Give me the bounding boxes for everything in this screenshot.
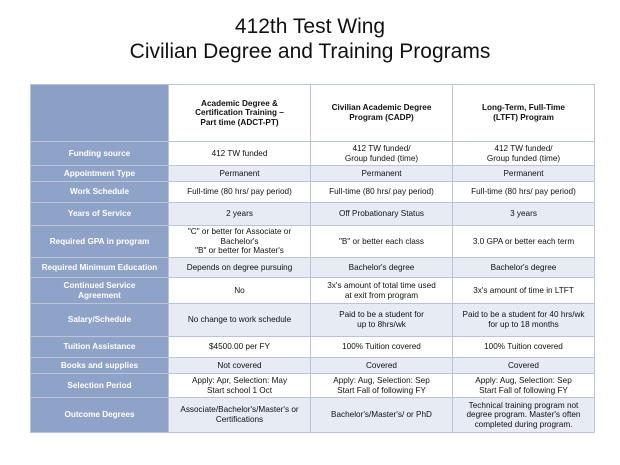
table-cell <box>453 166 595 182</box>
cell-line: Covered <box>508 360 539 370</box>
table-cell <box>453 278 595 304</box>
cell-line: "B" or better each class <box>339 236 424 246</box>
column-header-adct-pt <box>169 85 311 142</box>
row-header-line: Funding source <box>68 148 131 158</box>
cell-line: Permanent <box>361 168 402 178</box>
cell-line: Permanent <box>503 168 544 178</box>
cell-line: Group funded (time) <box>486 153 561 163</box>
row-header <box>31 398 169 433</box>
row-header <box>31 358 169 374</box>
cell-line: Start Fall of following FY <box>479 385 568 395</box>
row-header <box>31 337 169 358</box>
cell-line: Covered <box>366 360 397 370</box>
cell-line: Bachelor's <box>220 236 259 246</box>
cell-line: Paid to be a student for 40 hrs/wk <box>462 310 585 320</box>
title-line-1: 412th Test Wing <box>234 15 386 38</box>
row-header-line: Agreement <box>78 290 121 300</box>
table-cell <box>311 304 453 337</box>
programs-table <box>30 84 595 433</box>
table-cell <box>453 182 595 203</box>
cell-line: 2 years <box>226 209 253 219</box>
cell-line: Apply: Aug, Selection: Sep <box>475 375 572 385</box>
cell-line: 3.0 GPA or better each term <box>472 236 575 246</box>
table-cell <box>453 226 595 258</box>
row-header <box>31 142 169 166</box>
row-header <box>31 166 169 182</box>
table-cell <box>311 258 453 278</box>
cell-line: Certifications <box>215 415 264 424</box>
cell-line: "C" or better for Associate or <box>187 227 292 237</box>
table-body <box>31 142 595 433</box>
table-row <box>31 182 595 203</box>
page-title <box>0 0 620 64</box>
table-cell <box>311 398 453 433</box>
column-header-cadp <box>311 85 453 142</box>
table-cell <box>169 258 311 278</box>
row-header-line: Required GPA in program <box>49 236 150 246</box>
row-header <box>31 304 169 337</box>
table-cell <box>169 142 311 166</box>
row-header-line: Appointment Type <box>63 168 136 178</box>
row-header-line: Tuition Assistance <box>63 342 136 352</box>
cell-line: Off Probationary Status <box>339 209 424 219</box>
cell-line: 3 years <box>510 209 537 219</box>
cell-line: at exit from program <box>344 290 419 300</box>
table-row <box>31 374 595 398</box>
row-header-line: Years of Service <box>67 209 132 219</box>
table-cell <box>311 358 453 374</box>
cell-line: 100% Tuition covered <box>342 342 421 352</box>
table-cell <box>169 304 311 337</box>
cell-line: for up to 18 months <box>488 320 559 329</box>
row-header-line: Continued Service <box>63 280 136 290</box>
row-header-line: Outcome Degrees <box>64 410 135 420</box>
table-row <box>31 142 595 166</box>
cell-line: "B" or better for Master's <box>195 246 284 256</box>
title-line-2: Civilian Degree and Training Programs <box>129 40 491 63</box>
cell-line: Depends on degree pursuing <box>186 262 293 272</box>
table-cell <box>311 166 453 182</box>
table-cell <box>311 374 453 398</box>
table-row <box>31 358 595 374</box>
cell-line: Full-time (80 hrs/ pay period) <box>187 187 292 197</box>
cell-line: Full-time (80 hrs/ pay period) <box>329 187 434 197</box>
cell-line: Not covered <box>217 360 262 370</box>
cell-line: Full-time (80 hrs/ pay period) <box>471 187 576 197</box>
corner-cell <box>31 85 169 142</box>
table-cell <box>169 203 311 226</box>
cell-line: Bachelor's degree <box>348 262 415 272</box>
column-header-line: Academic Degree & <box>201 98 278 108</box>
row-header <box>31 278 169 304</box>
row-header-line: Books and supplies <box>60 360 139 370</box>
row-header-line: Salary/Schedule <box>67 315 132 325</box>
table-row <box>31 166 595 182</box>
table-row <box>31 258 595 278</box>
cell-line: Apply: Apr, Selection: May <box>191 375 288 385</box>
table-cell <box>453 258 595 278</box>
row-header <box>31 374 169 398</box>
column-header-line: Part time (ADCT-PT) <box>200 117 279 127</box>
cell-line: No change to work schedule <box>187 315 292 325</box>
row-header <box>31 182 169 203</box>
column-header-ltft <box>453 85 595 142</box>
row-header <box>31 203 169 226</box>
column-header-line: Certification Training – <box>195 108 284 118</box>
row-header-line: Required Minimum Education <box>41 262 158 272</box>
table-cell <box>311 142 453 166</box>
cell-line: Apply: Aug, Selection: Sep <box>333 375 430 385</box>
table-cell <box>453 203 595 226</box>
table-cell <box>453 358 595 374</box>
cell-line: $4500.00 per FY <box>209 342 270 352</box>
cell-line: Bachelor's degree <box>490 262 557 272</box>
column-header-line: Civilian Academic Degree <box>331 103 432 113</box>
cell-line: degree program. Master's often <box>466 410 581 420</box>
table-row <box>31 226 595 258</box>
table-cell <box>169 278 311 304</box>
table-cell <box>169 398 311 433</box>
cell-line: Technical training program not <box>468 400 579 410</box>
cell-line: completed during program. <box>474 419 573 429</box>
table-cell <box>169 374 311 398</box>
cell-line: Permanent <box>219 168 260 178</box>
table-row <box>31 278 595 304</box>
cell-line: 412 TW funded <box>211 148 268 158</box>
table-row <box>31 398 595 433</box>
cell-line: No <box>234 285 245 295</box>
cell-line: 412 TW funded/ <box>352 143 411 153</box>
table-row <box>31 203 595 226</box>
cell-line: Associate/Bachelor's/Master's or <box>180 405 299 415</box>
table-cell <box>311 226 453 258</box>
table-cell <box>453 398 595 433</box>
table-cell <box>453 374 595 398</box>
table-cell <box>311 182 453 203</box>
row-header-line: Selection Period <box>67 380 132 390</box>
cell-line: Paid to be a student for <box>339 310 424 320</box>
cell-line: 3x's amount of time in LTFT <box>473 285 574 295</box>
cell-line: 100% Tuition covered <box>484 342 563 352</box>
table-cell <box>169 226 311 258</box>
cell-line: 412 TW funded/ <box>494 143 553 153</box>
table-cell <box>453 142 595 166</box>
cell-line: 3x's amount of total time used <box>327 280 436 290</box>
table-cell <box>169 358 311 374</box>
cell-line: up to 8hrs/wk <box>357 320 406 329</box>
cell-line: Group funded (time) <box>344 153 419 163</box>
table-cell <box>169 337 311 358</box>
table-cell <box>311 278 453 304</box>
header-row <box>31 85 595 142</box>
cell-line: Start Fall of following FY <box>337 385 426 395</box>
cell-line: Bachelor's/Master's/ or PhD <box>331 410 432 420</box>
row-header <box>31 258 169 278</box>
table-cell <box>453 337 595 358</box>
cell-line: Start school 1 Oct <box>206 385 273 395</box>
column-header-line: Long-Term, Full-Time <box>482 103 565 113</box>
row-header-line: Work Schedule <box>70 187 129 197</box>
row-header <box>31 226 169 258</box>
table-cell <box>311 337 453 358</box>
table-cell <box>169 182 311 203</box>
table-row <box>31 337 595 358</box>
column-header-line: Program (CADP) <box>349 113 414 122</box>
column-header-line: (LTFT) Program <box>493 113 554 122</box>
table-row <box>31 304 595 337</box>
table-cell <box>453 304 595 337</box>
table-cell <box>311 203 453 226</box>
table-cell <box>169 166 311 182</box>
